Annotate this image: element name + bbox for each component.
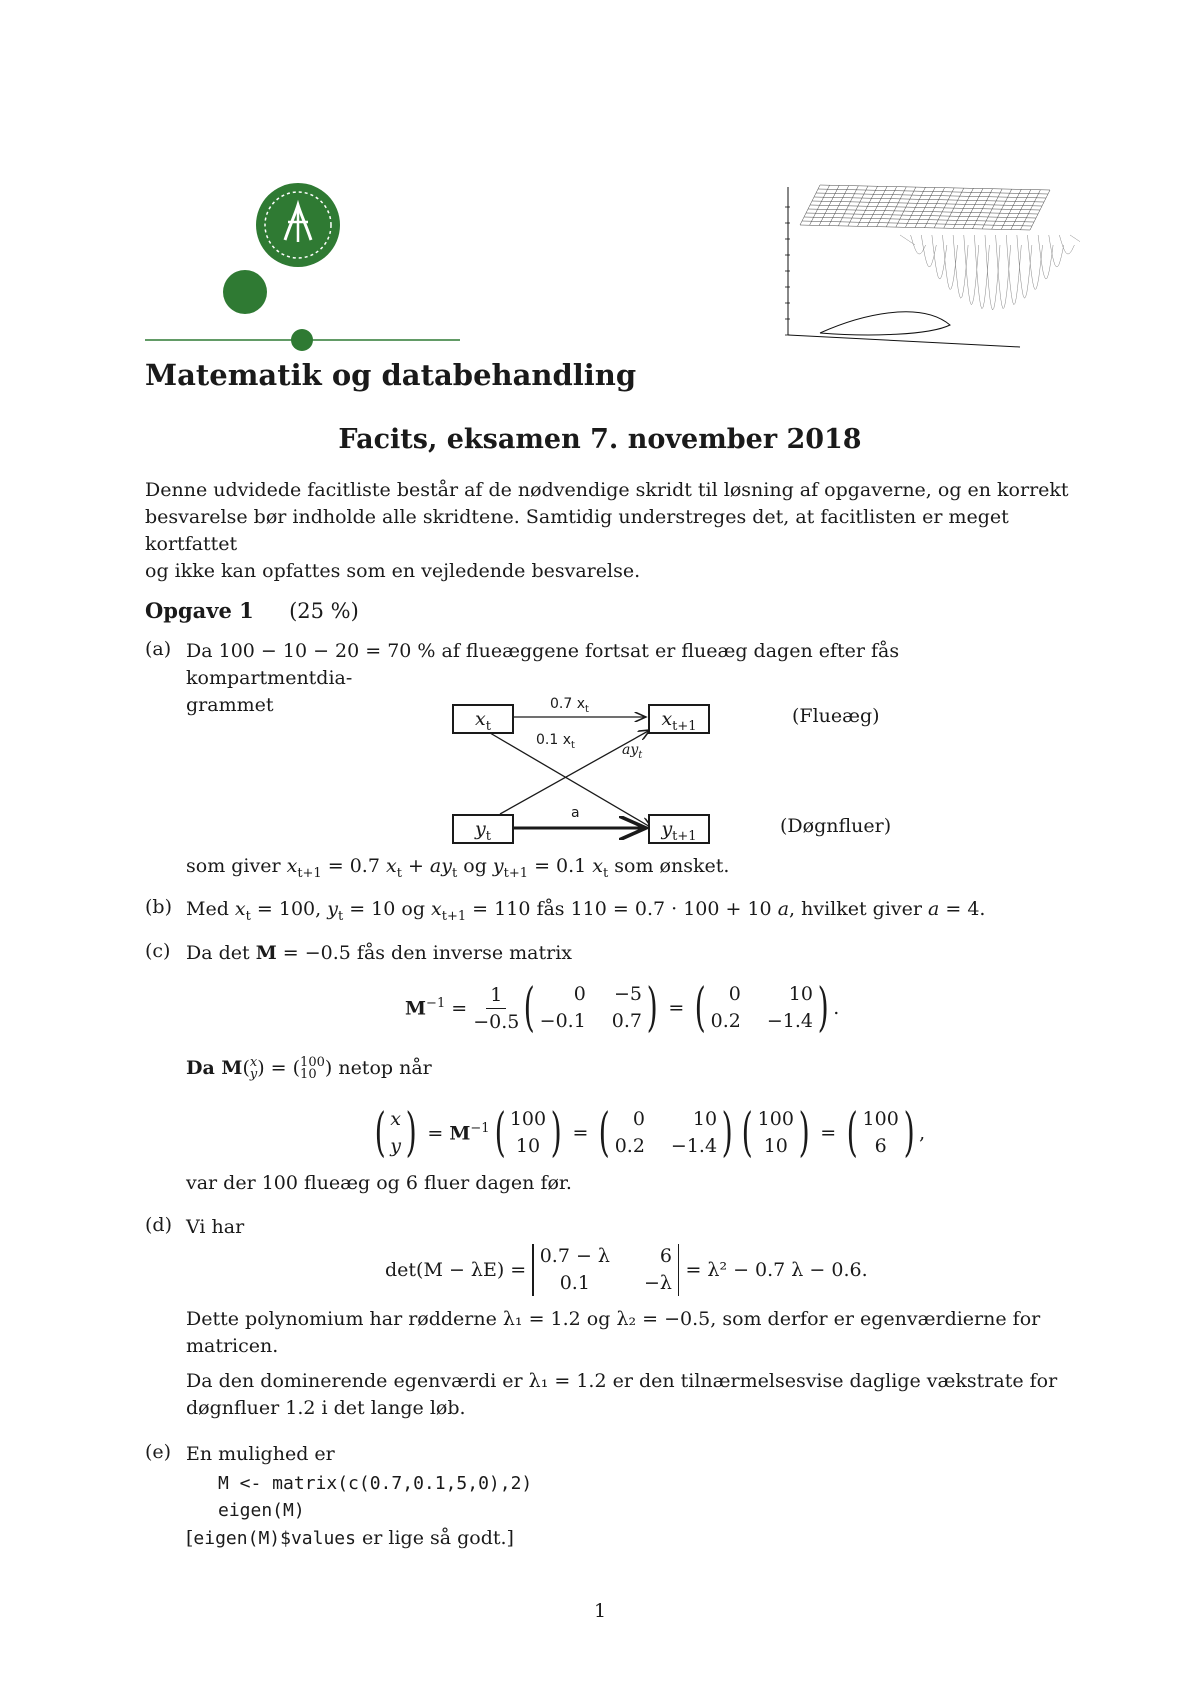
document-title: Facits, eksamen 7. november 2018 <box>338 424 862 455</box>
code-line: eigen(M) <box>218 1500 305 1521</box>
task-weight: (25 %) <box>289 599 359 623</box>
edge-label-cross2: $ay_t$ <box>622 742 643 761</box>
item-d-para1 <box>186 1306 1066 1360</box>
item-a-line: grammet <box>186 694 274 716</box>
code-line: M <- matrix(c(0.7,0.1,5,0),2) <box>218 1473 533 1494</box>
item-label-c: (c) <box>145 940 171 962</box>
item-d-para2 <box>186 1368 1066 1422</box>
box-x-t1: $x_{t+1}$ <box>648 704 710 734</box>
edge-label-top: 0.7 $x_t$ <box>550 696 589 715</box>
compartment-diagram <box>440 696 910 850</box>
item-c-line1: Da det M = −0.5 fås den inverse matrix <box>186 942 573 964</box>
item-e-note: [eigen(M)$values er lige så godt.] <box>186 1527 514 1549</box>
determinant-equation: det(M − λE) = 0.7 − λ 6 0.1 −λ = λ² − 0.7 λ − 0.6. <box>385 1245 868 1294</box>
edge-label-cross1: 0.1 $x_t$ <box>536 732 575 751</box>
netop-naar-text: netop når <box>338 1057 432 1079</box>
intro-paragraph <box>145 477 1075 585</box>
item-c-line3: var der 100 flueæg og 6 fluer dagen før. <box>186 1172 572 1194</box>
task-number: Opgave 1 <box>145 598 254 623</box>
item-label-b: (b) <box>145 896 172 918</box>
inverse-matrix-equation: $M^{-1}$ = $\frac{1}{-0.5}$ ( 0 −5 −0.1 0.7 ) = ( 0 10 0.2 −1.4 ) . <box>405 978 840 1038</box>
item-d-line1: Vi har <box>186 1216 245 1238</box>
box-x-t: $x_t$ <box>452 704 514 734</box>
box-y-t1: $y_{t+1}$ <box>648 814 710 844</box>
course-title: Matematik og databehandling <box>145 358 637 392</box>
vector-equation: ( x y ) = $M^{-1}$ ( 100 10 ) = ( 0 10 0.2 −1.4 ) ( 100 10 ) = ( 100 6 ) , <box>374 1103 926 1163</box>
item-d-line: Dette polynomium har rødderne λ₁ = 1.2 og λ₂ = −0.5, som derfor er egenværdierne for <box>186 1308 1041 1330</box>
item-label-e: (e) <box>145 1441 172 1463</box>
university-logo <box>145 170 465 355</box>
item-b-text: Med $x_t = 100$, $y_t = 10$ og $x_{t+1} = 110$ fås 110 = 0.7 · 100 + 10 a, hvilket giver a = 4. <box>186 898 986 924</box>
surface-plot-illustration <box>780 175 1080 355</box>
page-number: 1 <box>593 1600 607 1622</box>
da-m-text: Da M <box>186 1057 243 1079</box>
item-d-line: matricen. <box>186 1335 279 1357</box>
item-d-line: Da den dominerende egenværdi er λ₁ = 1.2 er den tilnærmelsesvise daglige vækstrate for <box>186 1370 1058 1392</box>
item-e-line1: En mulighed er <box>186 1443 335 1465</box>
intro-line: Denne udvidede facitliste består af de nødvendige skridt til løsning af opgaverne, og en korrekt <box>145 479 1069 501</box>
task-heading <box>145 598 359 623</box>
box-y-t: $y_t$ <box>452 814 514 844</box>
item-a-conclusion: som giver $x_{t+1} = 0.7$ $x_t + ay_t$ og $y_{t+1} = 0.1$ $x_t$ som ønsket. <box>186 855 730 881</box>
intro-line: besvarelse bør indholde alle skridtene. Samtidig understreges det, at facitlisten er meget kortfattet <box>145 506 1009 555</box>
label-flueaeg: (Flueæg) <box>792 705 880 727</box>
r-code-block <box>218 1470 532 1524</box>
intro-line: og ikke kan opfattes som en vejledende besvarelse. <box>145 560 641 582</box>
item-a-line: Da 100 − 10 − 20 = 70 % af flueæggene fortsat er flueæg dagen efter fås kompartmentdia- <box>186 640 900 689</box>
label-dognfluer: (Døgnfluer) <box>780 815 892 837</box>
item-label-a: (a) <box>145 638 172 660</box>
edge-label-bottom: a <box>571 805 580 821</box>
item-c-line2: Da M( x y ) = ( 100 10 ) netop når <box>186 1055 432 1082</box>
item-d-line: døgnfluer 1.2 i det lange løb. <box>186 1397 466 1419</box>
item-label-d: (d) <box>145 1214 172 1236</box>
